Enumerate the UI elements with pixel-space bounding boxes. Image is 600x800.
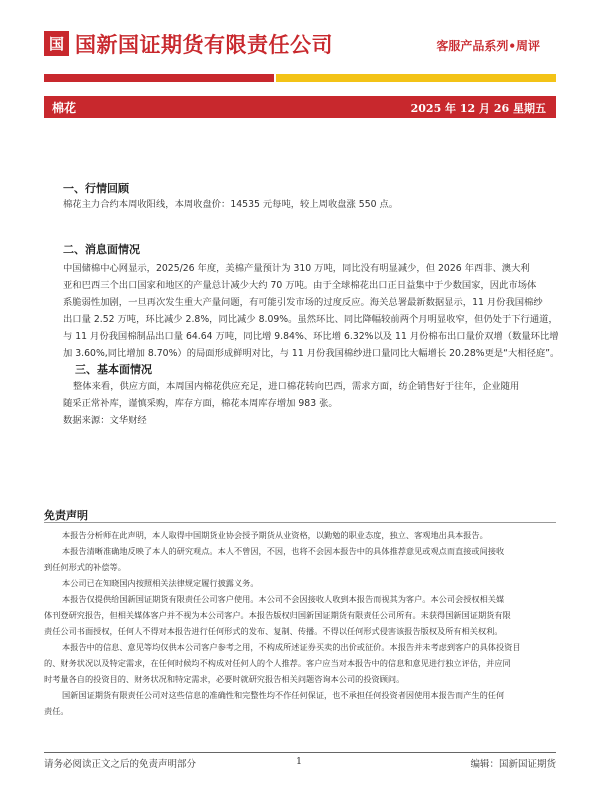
disclaimer-line: 到任何形式的补偿等。 (44, 562, 126, 572)
title-band (44, 96, 556, 118)
company-name: 国新国证期货有限责任公司 (75, 33, 333, 57)
header-bar-yellow (276, 74, 556, 82)
disclaimer-body (44, 527, 556, 719)
disclaimer-title: 免责声明 (44, 509, 88, 522)
company-logo (44, 31, 69, 56)
disclaimer-line: 本报告分析师在此声明，本人取得中国期货业协会授予期货从业资格，以勤勉的职业态度，独立、客观地出具本报告。 (62, 530, 488, 540)
page-number: 1 (296, 756, 303, 767)
disclaimer-line: 体刊登研究报告，但相关媒体客户并不视为本公司客户。本报告版权归国新国证期货有限责任公司所有。未获得国新国证期货有限 (44, 610, 511, 620)
news-line: 与 11 月份我国棉制品出口量 64.64 万吨，同比增 9.84%、环比增 6.32%以及 11 月份棉布出口量价双增（数量环比增 (63, 331, 559, 342)
disclaimer-line: 时考量各自的投资目的、财务状况和特定需求，必要时就研究报告相关问题咨询本公司的投资顾问。 (44, 674, 405, 684)
news-line: 加 3.60%,同比增加 8.70%）的局面形成鲜明对比，与 11 月份我国棉纱进口量同比大幅增长 20.28%更是“大相径庭”。 (63, 348, 560, 359)
fundamentals-line: 随采正常补库，谨慎采购，库存方面，棉花本周库存增加 983 张。 (63, 398, 338, 409)
disclaimer-divider (44, 522, 556, 523)
disclaimer-line: 的、财务状况以及特定需求，在任何时候均不构成对任何人的个人推荐。客户应当对本报告中的信息和意见进行独立评估，并应同 (44, 658, 511, 668)
report-series: 客服产品系列•周评 (436, 39, 540, 53)
footer-editor: 编辑：国新国证期货 (470, 759, 556, 770)
header-bar-red (44, 74, 274, 82)
news-paragraph (63, 260, 559, 362)
disclaimer-line: 责任公司书面授权，任何人不得对本报告进行任何形式的发布、复制、传播。不得以任何形式侵害该报告版权及所有相关权利。 (44, 626, 503, 636)
disclaimer-line: 国新国证期货有限责任公司对这些信息的准确性和完整性均不作任何保证，也不承担任何投资者因使用本报告而产生的任何 (62, 690, 505, 700)
disclaimer-line: 本报告中的信息、意见等均仅供本公司客户参考之用，不构成所述证券买卖的出价或征价。本报告并未考虑到客户的具体投资目 (62, 642, 521, 652)
disclaimer-line: 本报告仅提供给国新国证期货有限责任公司客户使用。本公司不会因接收人收到本报告而视其为客户。本公司会授权相关媒 (62, 594, 505, 604)
news-line: 亚和巴西三个出口国家和地区的产量总计减少大约 70 万吨。由于全球棉花出口正日益集中于少数国家，因此市场体 (63, 280, 537, 291)
commodity-label: 棉花 (52, 101, 77, 115)
footer-divider (44, 752, 556, 753)
section-heading-review: 一、行情回顾 (63, 182, 129, 195)
review-text: 棉花主力合约本周收阳线，本周收盘价：14535 元每吨，较上周收盘涨 550 点。 (63, 199, 399, 210)
section-heading-fundamentals: 三、基本面情况 (75, 363, 152, 376)
section-heading-news: 二、消息面情况 (63, 243, 140, 256)
report-date: 2025 年 12 月 26 星期五 (410, 102, 546, 115)
disclaimer-line: 本报告清晰准确地反映了本人的研究观点。本人不曾因，不因，也将不会因本报告中的具体推荐意见或观点而直接或间接收 (62, 546, 505, 556)
data-source: 数据来源：文华财经 (63, 415, 147, 426)
fundamentals-line: 整体来看，供应方面，本周国内棉花供应充足，进口棉花转向巴西，需求方面，纺企销售好于往年，企业随用 (73, 381, 520, 392)
fundamentals-paragraph (63, 378, 519, 429)
logo-glyph: 国 (48, 35, 64, 53)
disclaimer-line: 本公司已在知晓国内按照相关法律规定履行披露义务。 (62, 578, 259, 588)
news-line: 系脆弱性加剧，一旦再次发生重大产量问题，有可能引发市场的过度反应。海关总署最新数据显示，11 月份我国棉纱 (63, 297, 543, 308)
news-line: 出口量 2.52 万吨，环比减少 2.8%，同比减少 8.09%。虽然环比、同比降幅较前两个月明显收窄，但仍处于下行通道， (63, 314, 558, 325)
footer-notice: 请务必阅读正文之后的免责声明部分 (44, 759, 197, 770)
news-line: 中国储棉中心网显示，2025/26 年度，美棉产量预计为 310 万吨，同比没有明显减少，但 2026 年西非、澳大利 (63, 263, 530, 274)
disclaimer-line: 责任。 (44, 706, 69, 716)
